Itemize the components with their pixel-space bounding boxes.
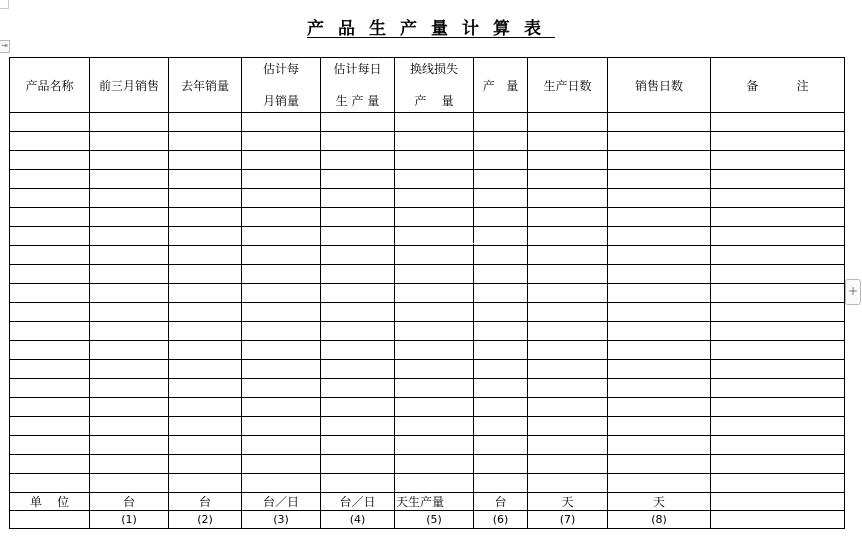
table-cell[interactable] [528,246,608,265]
table-cell[interactable] [395,397,474,416]
table-cell[interactable] [474,473,528,492]
table-cell[interactable] [395,170,474,189]
header-label-line2: 月销量 [262,94,299,109]
table-cell[interactable] [528,265,608,284]
header-changeover-loss-output[interactable] [395,58,474,113]
table-cell[interactable] [10,321,90,340]
table-cell[interactable] [474,454,528,473]
table-cell[interactable] [711,265,845,284]
table-cell[interactable] [242,170,321,189]
table-cell[interactable] [321,113,395,132]
header-prev-three-month-sales[interactable] [90,58,169,113]
column-number-cell[interactable]: (6) [474,510,528,528]
table-cell[interactable] [10,246,90,265]
table-cell[interactable] [474,378,528,397]
table-cell[interactable] [395,208,474,227]
table-cell[interactable] [608,284,711,303]
column-number-cell[interactable]: (2) [169,510,242,528]
header-label: 产 量 [482,78,519,93]
table-cell[interactable] [528,359,608,378]
table-cell[interactable] [528,454,608,473]
table-row [10,473,845,492]
table-row [10,435,845,454]
table-cell[interactable] [321,473,395,492]
table-cell[interactable] [711,189,845,208]
table-cell[interactable] [90,378,169,397]
table-cell[interactable] [474,340,528,359]
table-cell[interactable] [10,303,90,322]
unit-cell[interactable]: 台／日 [321,492,395,510]
unit-cell[interactable]: 天生产量 [395,492,474,510]
table-row [10,416,845,435]
table-cell[interactable] [711,227,845,246]
table-row [10,132,845,151]
table-cell[interactable] [711,340,845,359]
table-cell[interactable] [90,359,169,378]
table-cell[interactable] [90,397,169,416]
table-row [10,303,845,322]
unit-cell[interactable]: 台 [90,492,169,510]
table-cell[interactable] [528,170,608,189]
column-number-cell[interactable]: (7) [528,510,608,528]
table-cell[interactable] [528,189,608,208]
table-cell[interactable] [608,132,711,151]
table-cell[interactable] [608,397,711,416]
table-row [10,170,845,189]
unit-cell[interactable]: 台／日 [242,492,321,510]
table-cell[interactable] [395,321,474,340]
table-cell[interactable] [242,378,321,397]
table-cell[interactable] [395,359,474,378]
table-cell[interactable] [10,189,90,208]
table-row [10,378,845,397]
table-cell[interactable] [711,416,845,435]
header-label-line1: 估计每 [262,62,299,77]
table-cell[interactable] [474,303,528,322]
unit-row [10,492,845,510]
table-cell[interactable] [608,378,711,397]
table-cell[interactable] [10,378,90,397]
document-title [0,14,862,39]
table-cell[interactable] [474,208,528,227]
table-cell[interactable] [474,265,528,284]
table-cell[interactable] [474,284,528,303]
header-label: 销售日数 [634,78,683,93]
column-number-cell[interactable]: (1) [90,510,169,528]
table-cell[interactable] [169,265,242,284]
table-cell[interactable] [528,151,608,170]
table-cell[interactable] [395,435,474,454]
table-cell[interactable] [528,397,608,416]
table-cell[interactable] [608,227,711,246]
table-cell[interactable] [242,246,321,265]
table-cell[interactable] [474,132,528,151]
table-cell[interactable] [242,189,321,208]
table-cell[interactable] [711,321,845,340]
unit-cell[interactable]: 台 [474,492,528,510]
table-cell[interactable] [608,170,711,189]
table-cell[interactable] [10,435,90,454]
table-cell[interactable] [321,359,395,378]
table-cell[interactable] [528,416,608,435]
header-production-days[interactable] [528,58,608,113]
table-cell[interactable] [90,151,169,170]
table-cell[interactable] [169,435,242,454]
table-cell[interactable] [395,340,474,359]
table-cell[interactable] [711,435,845,454]
header-last-year-sales[interactable] [169,58,242,113]
table-cell[interactable] [608,246,711,265]
table-cell[interactable] [10,151,90,170]
table-cell[interactable] [90,265,169,284]
table-cell[interactable] [711,359,845,378]
table-cell[interactable] [608,321,711,340]
table-cell[interactable] [90,303,169,322]
unit-cell[interactable]: 天 [608,492,711,510]
table-cell[interactable] [90,340,169,359]
table-cell[interactable] [242,397,321,416]
add-row-plus-icon[interactable]: + [845,279,861,305]
table-row [10,113,845,132]
table-cell[interactable] [711,246,845,265]
table-cell[interactable] [395,303,474,322]
table-cell[interactable] [169,397,242,416]
table-cell[interactable] [608,303,711,322]
table-cell[interactable] [169,416,242,435]
table-cell[interactable] [395,189,474,208]
header-label: 生产日数 [543,78,592,93]
table-cell[interactable] [395,284,474,303]
header-label-line2: 产 量 [414,94,454,109]
table-row [10,321,845,340]
table-cell[interactable] [321,397,395,416]
table-cell[interactable] [90,132,169,151]
table-cell[interactable] [395,265,474,284]
table-cell[interactable] [169,227,242,246]
table-cell[interactable] [474,435,528,454]
table-cell[interactable] [474,359,528,378]
table-row [10,340,845,359]
table-cell[interactable] [321,265,395,284]
table-cell[interactable] [711,208,845,227]
table-cell[interactable] [608,340,711,359]
table-cell[interactable] [711,113,845,132]
table-cell[interactable] [711,284,845,303]
table-cell[interactable] [474,246,528,265]
column-number-cell[interactable]: (5) [395,510,474,528]
table-cell[interactable] [10,265,90,284]
table-cell[interactable] [169,454,242,473]
table-cell[interactable] [711,378,845,397]
table-cell[interactable] [90,227,169,246]
table-cell[interactable] [169,170,242,189]
table-cell[interactable] [90,473,169,492]
table-cell[interactable] [169,208,242,227]
table-cell[interactable] [711,454,845,473]
table-cell[interactable] [608,435,711,454]
table-cell[interactable] [169,246,242,265]
table-cell[interactable] [90,189,169,208]
table-cell[interactable] [608,454,711,473]
table-cell[interactable] [90,170,169,189]
column-number-cell[interactable] [10,510,90,528]
table-row [10,208,845,227]
header-output[interactable] [474,58,528,113]
table-cell[interactable] [169,113,242,132]
table-cell[interactable] [90,284,169,303]
table-cell[interactable] [242,113,321,132]
table-cell[interactable] [608,473,711,492]
header-label: 产品名称 [25,78,74,93]
table-row [10,151,845,170]
table-cell[interactable] [10,227,90,246]
table-row [10,284,845,303]
header-label-line1: 估计每日 [333,62,382,77]
table-cell[interactable] [10,170,90,189]
table-cell[interactable] [169,132,242,151]
header-label-line2: 生 产 量 [335,94,380,109]
table-cell[interactable] [711,151,845,170]
table-cell[interactable] [528,227,608,246]
table-cell[interactable] [608,113,711,132]
table-cell[interactable] [321,435,395,454]
table-cell[interactable] [395,416,474,435]
table-cell[interactable] [474,416,528,435]
table-cell[interactable] [242,416,321,435]
table-cell[interactable] [608,189,711,208]
table-cell[interactable] [321,170,395,189]
table-row [10,359,845,378]
table-cell[interactable] [321,378,395,397]
table-cell[interactable] [321,189,395,208]
table-cell[interactable] [608,208,711,227]
table-cell[interactable] [608,416,711,435]
document-title-text: 产品生产量计算表 [307,19,555,39]
table-cell[interactable] [528,473,608,492]
table-cell[interactable] [321,454,395,473]
table-cell[interactable] [10,359,90,378]
table-cell[interactable] [169,284,242,303]
table-cell[interactable] [90,435,169,454]
header-label: 前三月销售 [98,78,159,93]
table-cell[interactable] [242,454,321,473]
selection-marker [366,243,496,248]
table-cell[interactable] [10,416,90,435]
table-cell[interactable] [608,359,711,378]
table-cell[interactable] [10,340,90,359]
header-sales-days[interactable] [608,58,711,113]
table-cell[interactable] [528,340,608,359]
table-cell[interactable] [90,321,169,340]
table-cell[interactable] [242,321,321,340]
table-cell[interactable] [242,359,321,378]
table-cell[interactable] [711,303,845,322]
table-cell[interactable] [169,340,242,359]
table-cell[interactable] [242,435,321,454]
table-cell[interactable] [474,397,528,416]
table-cell[interactable] [474,113,528,132]
table-cell[interactable] [608,265,711,284]
page-corner-marker [0,0,9,9]
header-label-line1: 换线损失 [409,62,458,77]
table-cell[interactable] [321,151,395,170]
table-cell[interactable] [321,303,395,322]
unit-cell[interactable]: 单 位 [10,492,90,510]
table-cell[interactable] [528,284,608,303]
column-number-row [10,510,845,528]
table-cell[interactable] [242,151,321,170]
table-cell[interactable] [474,189,528,208]
column-number-cell[interactable] [711,510,845,528]
table-cell[interactable] [321,284,395,303]
table-cell[interactable] [395,454,474,473]
table-cell[interactable] [528,113,608,132]
column-number-cell[interactable]: (3) [242,510,321,528]
table-cell[interactable] [90,208,169,227]
table-cell[interactable] [321,208,395,227]
table-row [10,246,845,265]
table-cell[interactable] [10,208,90,227]
table-cell[interactable] [321,321,395,340]
header-remarks[interactable] [711,58,845,113]
unit-cell[interactable]: 台 [169,492,242,510]
table-move-handle-icon[interactable]: ⇥ [0,40,10,53]
table-row [10,397,845,416]
header-label: 去年销量 [180,78,229,93]
table-cell[interactable] [10,454,90,473]
table-cell[interactable] [242,208,321,227]
header-label: 备 注 [746,78,809,93]
table-cell[interactable] [10,132,90,151]
table-cell[interactable] [169,303,242,322]
table-cell[interactable] [711,132,845,151]
table-cell[interactable] [10,397,90,416]
table-cell[interactable] [169,151,242,170]
table-cell[interactable] [169,359,242,378]
table-cell[interactable] [528,321,608,340]
table-cell[interactable] [90,113,169,132]
table-cell[interactable] [395,473,474,492]
header-est-monthly-sales[interactable] [242,58,321,113]
column-number-cell[interactable]: (8) [608,510,711,528]
table-cell[interactable] [711,397,845,416]
table-cell[interactable] [10,113,90,132]
table-cell[interactable] [395,151,474,170]
table-cell[interactable] [10,473,90,492]
table-cell[interactable] [528,435,608,454]
table-cell[interactable] [90,454,169,473]
table-cell[interactable] [321,416,395,435]
table-cell[interactable] [169,473,242,492]
table-cell[interactable] [169,321,242,340]
table-cell[interactable] [711,170,845,189]
table-cell[interactable] [242,303,321,322]
table-cell[interactable] [169,378,242,397]
table-row [10,454,845,473]
unit-cell[interactable] [711,492,845,510]
table-cell[interactable] [242,227,321,246]
header-product-name[interactable] [10,58,90,113]
table-cell[interactable] [321,246,395,265]
table-cell[interactable] [321,132,395,151]
table-row [10,189,845,208]
table-cell[interactable] [608,151,711,170]
table-cell[interactable] [395,246,474,265]
table-cell[interactable] [242,284,321,303]
table-cell[interactable] [395,378,474,397]
production-calculation-table [9,57,845,529]
table-cell[interactable] [90,416,169,435]
table-cell[interactable] [474,151,528,170]
table-cell[interactable] [528,303,608,322]
column-number-cell[interactable]: (4) [321,510,395,528]
table-cell[interactable] [242,473,321,492]
table-cell[interactable] [242,132,321,151]
header-row [10,58,845,113]
table-cell[interactable] [474,321,528,340]
header-est-daily-output[interactable] [321,58,395,113]
table-cell[interactable] [90,246,169,265]
table-cell[interactable] [395,132,474,151]
table-cell[interactable] [321,340,395,359]
table-cell[interactable] [395,113,474,132]
table-cell[interactable] [711,473,845,492]
table-cell[interactable] [10,284,90,303]
table-cell[interactable] [528,132,608,151]
table-cell[interactable] [528,208,608,227]
table-cell[interactable] [242,340,321,359]
table-row [10,265,845,284]
table-cell[interactable] [528,378,608,397]
table-cell[interactable] [242,265,321,284]
table-cell[interactable] [169,189,242,208]
unit-cell[interactable]: 天 [528,492,608,510]
table-cell[interactable] [474,170,528,189]
